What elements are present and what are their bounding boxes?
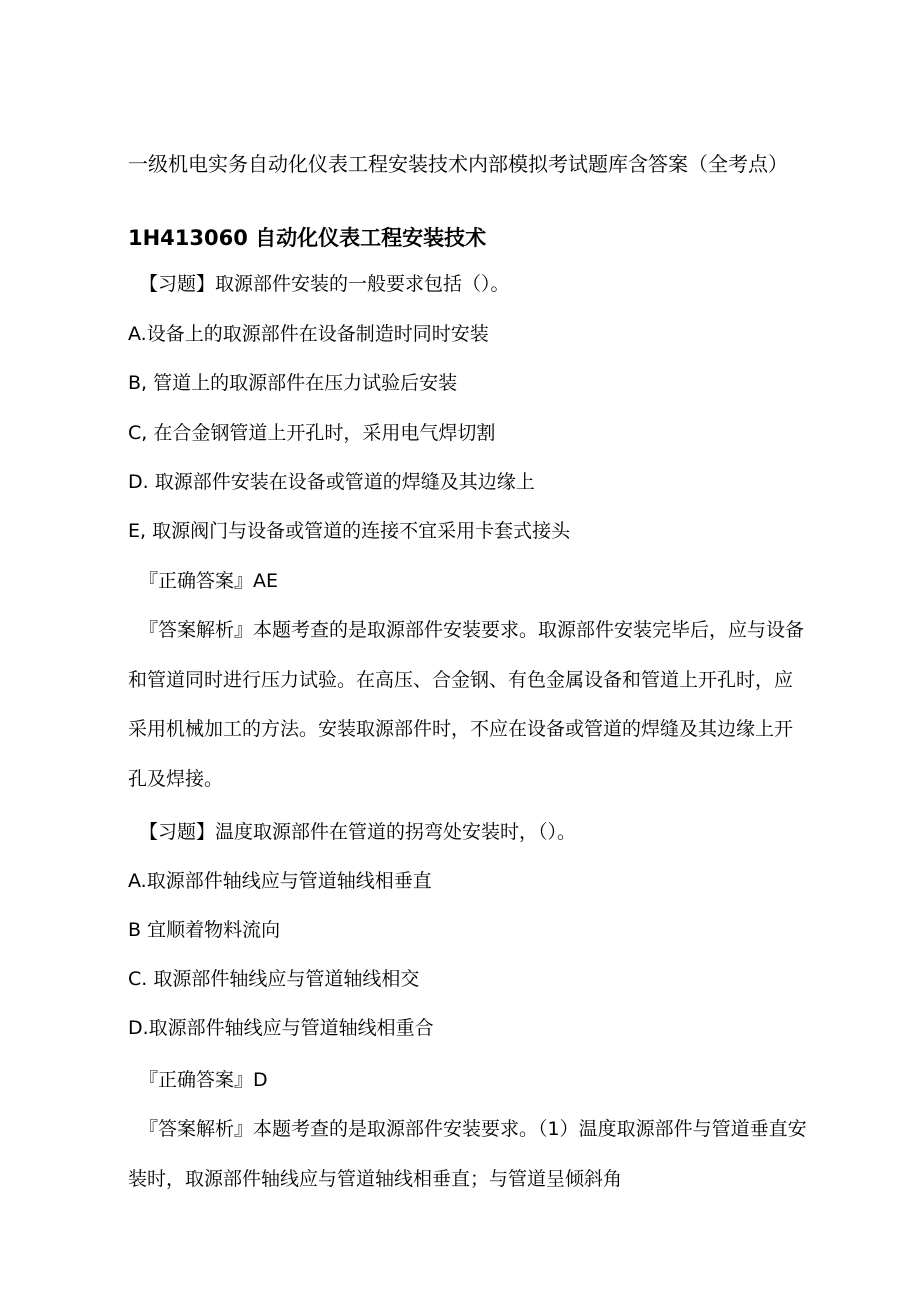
- question-2-option-b: B 宜顺着物料流向: [128, 919, 281, 941]
- question-1-analysis: 『答案解析』本题考查的是取源部件安装要求。取源部件安装完毕后，应与设备和管道同时进行压力试验。在高压、合金钢、有色金属设备和管道上开孔时，应采用机械加工的方法。安装取源部件时，不应在设备或管道的焊缝及其边缘上开孔及焊接。: [128, 619, 805, 790]
- question-2-option-a: A.取源部件轴线应与管道轴线相垂直: [128, 870, 432, 892]
- question-1-option-d: D. 取源部件安装在设备或管道的焊缝及其边缘上: [128, 471, 535, 493]
- question-2-option-c: C. 取源部件轴线应与管道轴线相交: [128, 968, 420, 990]
- question-2-analysis: 『答案解析』本题考查的是取源部件安装要求。（1）温度取源部件与管道垂直安装时，取源部件轴线应与管道轴线相垂直；与管道呈倾斜角: [128, 1118, 807, 1190]
- question-2-option-d: D.取源部件轴线应与管道轴线相重合: [128, 1017, 434, 1039]
- question-1-answer: 『正确答案』AE: [139, 570, 279, 592]
- section-heading: 1H413060 自动化仪表工程安装技术: [128, 226, 487, 250]
- question-1-option-c: C, 在合金钢管道上开孔时，采用电气焊切割: [128, 422, 496, 444]
- document-title: 一级机电实务自动化仪表工程安装技术内部模拟考试题库含答案（全考点）: [128, 152, 788, 176]
- question-1-option-e: E, 取源阀门与设备或管道的连接不宜采用卡套式接头: [128, 520, 571, 542]
- question-1-option-b: B, 管道上的取源部件在压力试验后安装: [128, 372, 458, 394]
- question-2-stem: 【习题】温度取源部件在管道的拐弯处安装时，（）。: [139, 821, 577, 843]
- question-1-stem: 【习题】取源部件安装的一般要求包括（）。: [139, 273, 510, 295]
- question-2-answer: 『正确答案』D: [139, 1069, 268, 1091]
- question-1-option-a: A.设备上的取源部件在设备制造时同时安装: [128, 323, 489, 345]
